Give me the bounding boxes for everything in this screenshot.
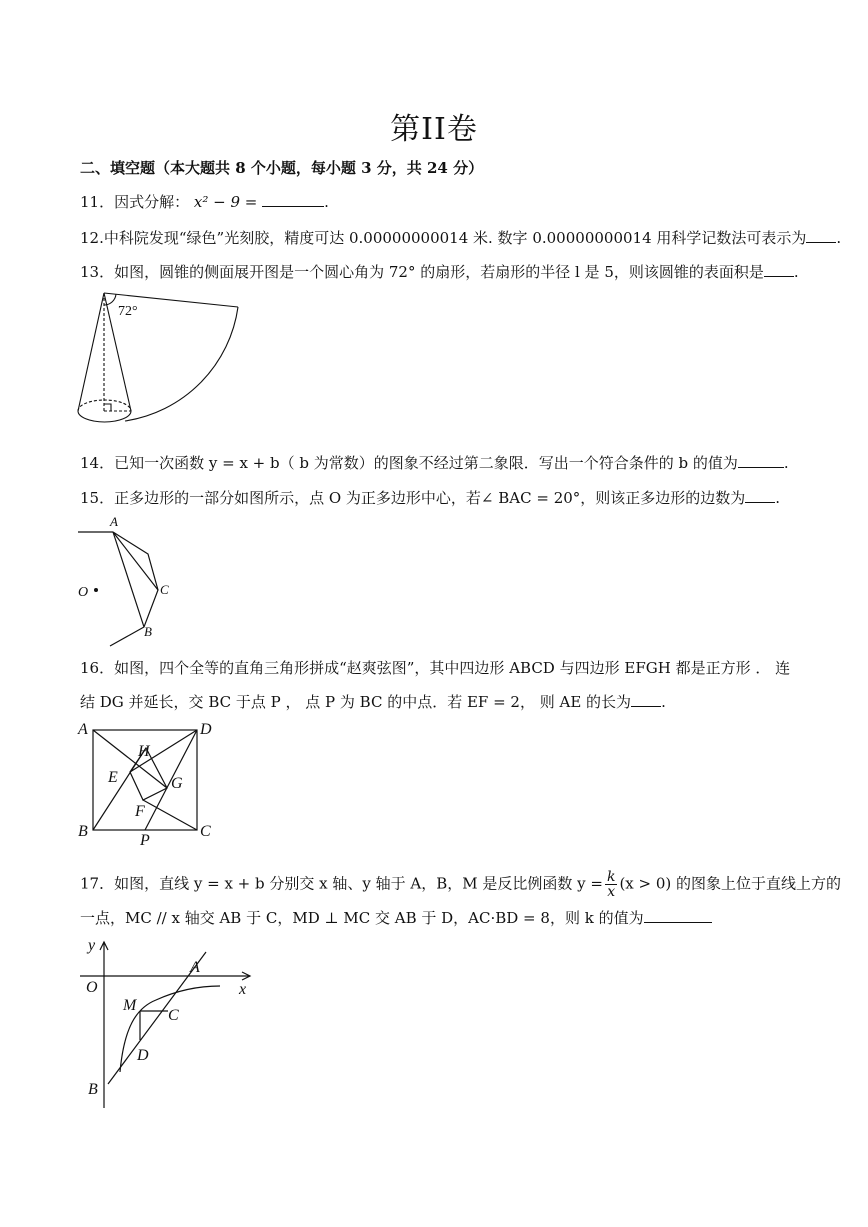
fig16-label-b: B xyxy=(78,823,88,840)
fig16-label-d: D xyxy=(200,721,212,738)
q12-text: 中科院发现“绿色”光刻胶，精度可达 0.00000000014 米. 数字 0.00000000014 用科学记数法可表示为 xyxy=(103,229,807,247)
q15-end: . xyxy=(775,489,781,507)
q16-line2: 结 DG 并延长，交 BC 于点 P ， 点 P 为 BC 的中点．若 EF = 2， 则 AE 的长为 xyxy=(80,693,632,711)
q11-number: 11． xyxy=(80,193,115,211)
q14-answer-blank xyxy=(738,453,784,468)
q11-end: . xyxy=(324,193,329,211)
fig16-label-f: F xyxy=(135,803,145,820)
center-point xyxy=(94,588,98,592)
q11-text: 因式分解： xyxy=(114,193,190,211)
q17-line1-a: 如图，直线 y = x + b 分别交 x 轴、y 轴于 A，B，M 是反比例函数 y = xyxy=(114,874,603,893)
fig17-label-a: A xyxy=(190,959,200,976)
cone-base-front xyxy=(78,411,131,422)
segment-ac xyxy=(113,532,158,590)
q17-line2: 一点，MC // x 轴交 AB 于 C，MD ⊥ MC 交 AB 于 D，AC·BD = 8，则 k 的值为 xyxy=(80,909,644,927)
fig16-label-g: G xyxy=(171,775,183,792)
question-17-line-2 xyxy=(80,908,712,928)
fraction-k-over-x xyxy=(605,870,617,899)
fig17-label-o: O xyxy=(86,979,98,996)
q15-text: 正多边形的一部分如图所示，点 O 为正多边形中心，若∠ BAC = 20°，则该正多边形的边数为 xyxy=(114,489,746,507)
page-title: 第II卷 xyxy=(390,112,478,147)
q17-number: 17． xyxy=(80,874,115,893)
q14-number: 14． xyxy=(80,454,115,472)
fraction-numerator: k xyxy=(606,869,616,885)
q17-answer-blank xyxy=(644,908,712,923)
q11-expr: x² − 9 = xyxy=(193,193,258,211)
fig16-label-c: C xyxy=(200,823,211,840)
fig15-label-c: C xyxy=(160,582,169,597)
fraction-denominator: x xyxy=(607,884,616,900)
fig16-label-a: A xyxy=(78,721,88,738)
q12-end: . xyxy=(836,229,842,247)
q17-line1-b: (x > 0) 的图象上位于直线上方的 xyxy=(619,874,842,893)
q13-text: 如图，圆锥的侧面展开图是一个圆心角为 72° 的扇形，若扇形的半径 l 是 5，则该圆锥的表面积是 xyxy=(114,263,764,281)
question-17-line-1 xyxy=(80,870,841,899)
fig17-label-m: M xyxy=(123,997,137,1014)
q11-answer-blank xyxy=(262,192,324,207)
right-angle-mark xyxy=(104,404,111,411)
figure-17-coordinate xyxy=(80,930,270,1110)
fig17-label-d: D xyxy=(137,1047,149,1064)
angle-label: 72° xyxy=(118,304,138,319)
q13-end: . xyxy=(793,263,799,281)
fig16-label-p: P xyxy=(140,832,150,849)
q15-answer-blank xyxy=(745,488,775,503)
section-header: 二、填空题（本大题共 8 个小题，每小题 3 分，共 24 分） xyxy=(80,159,484,177)
question-15 xyxy=(80,488,780,508)
question-13 xyxy=(80,262,799,282)
question-16-line-2 xyxy=(80,692,666,712)
q13-answer-blank xyxy=(764,262,794,277)
cone-left-edge xyxy=(78,293,104,411)
q12-answer-blank xyxy=(806,228,836,243)
sector-arc xyxy=(125,307,238,421)
segment-cf xyxy=(143,800,197,830)
q15-number: 15． xyxy=(80,489,115,507)
q14-text: 已知一次函数 y = x + b（ b 为常数）的图象不经过第二象限．写出一个符合条件的 b 的值为 xyxy=(114,454,738,472)
fig17-label-b: B xyxy=(88,1081,98,1098)
fig16-label-h: H xyxy=(138,743,150,760)
q14-end: . xyxy=(783,454,789,472)
fig15-label-o: O xyxy=(78,585,89,600)
segment-ag xyxy=(93,730,167,788)
fig17-label-x: x xyxy=(239,981,247,998)
fig16-label-e: E xyxy=(108,769,118,786)
q16-end: . xyxy=(661,693,666,711)
q16-answer-blank xyxy=(631,692,661,707)
fig17-label-y: y xyxy=(88,937,96,954)
fig15-label-a: A xyxy=(110,514,118,529)
q16-line1: 如图，四个全等的直角三角形拼成“赵爽弦图”，其中四边形 ABCD 与四边形 EFGH 都是正方形 ． 连 xyxy=(114,659,791,677)
question-12 xyxy=(80,228,841,248)
fig17-label-c: C xyxy=(168,1007,179,1024)
question-14 xyxy=(80,453,789,473)
question-11 xyxy=(80,192,329,212)
q13-number: 13． xyxy=(80,263,115,281)
figure-16-zhao-shuang xyxy=(74,718,224,848)
figure-15-polygon xyxy=(76,512,186,642)
fig15-label-b: B xyxy=(144,624,152,639)
q12-number: 12. xyxy=(80,229,104,247)
q16-number: 16． xyxy=(80,659,115,677)
segment-ab xyxy=(113,532,144,627)
figure-13-cone xyxy=(70,285,270,445)
question-16-line-1 xyxy=(80,658,790,678)
